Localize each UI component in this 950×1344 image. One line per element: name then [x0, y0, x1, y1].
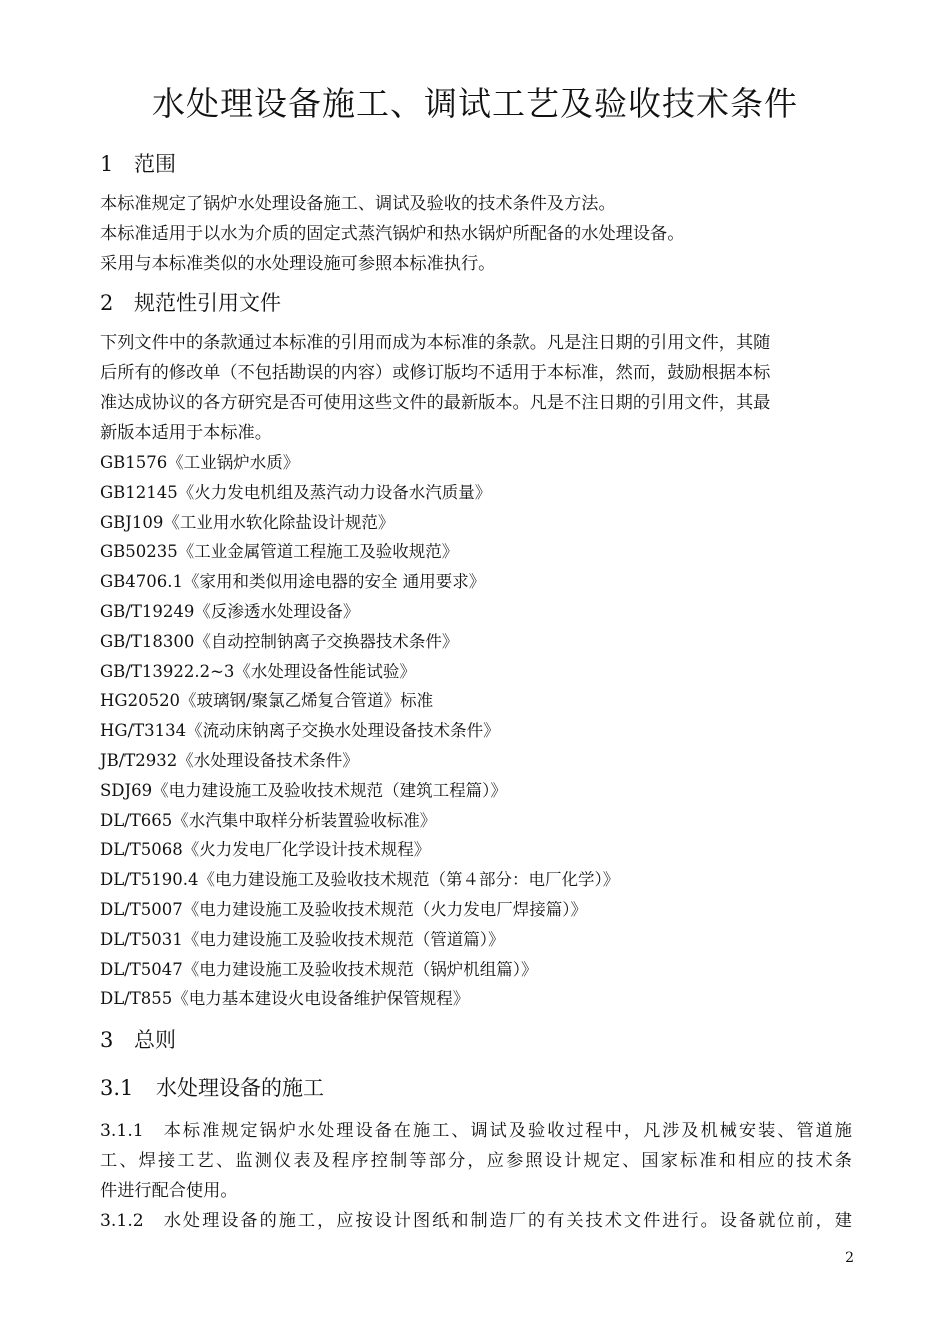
- reference-item: DL/T5190.4《电力建设施工及验收技术规范（第４部分：电厂化学）》: [100, 870, 620, 890]
- reference-item: GB/T19249《反渗透水处理设备》: [100, 601, 360, 621]
- clause-number: 3.1.1: [100, 1121, 144, 1141]
- subsection-title: 水处理设备的施工: [156, 1076, 324, 1100]
- clause-line: 件进行配合使用。: [100, 1181, 238, 1201]
- document-title: 水处理设备施工、调试工艺及验收技术条件: [152, 84, 798, 123]
- clause-3-1-1: [100, 1116, 852, 1206]
- clause-3-1-2: [100, 1206, 852, 1236]
- reference-item: GB1576《工业锅炉水质》: [100, 453, 300, 472]
- reference-item: GB/T18300《自动控制钠离子交换器技术条件》: [100, 631, 459, 651]
- page-number: 2: [845, 1250, 854, 1266]
- reference-item: SDJ69《电力建设施工及验收技术规范（建筑工程篇）》: [100, 780, 507, 800]
- section-title: 总则: [134, 1028, 176, 1052]
- reference-item: DL/T665《水汽集中取样分析装置验收标准》: [100, 810, 437, 830]
- clause-text: 本标准规定锅炉水处理设备在施工、调试及验收过程中，凡涉及机械安装、管道施: [161, 1121, 852, 1141]
- references-intro-line: 下列文件中的条款通过本标准的引用而成为本标准的条款。凡是注日期的引用文件，其随: [100, 333, 771, 353]
- subsection-heading: [100, 1072, 324, 1102]
- clause-line: 工、焊接工艺、监测仪表及程序控制等部分，应参照设计规定、国家标准和相应的技术条: [100, 1151, 852, 1171]
- section-number: 3: [100, 1028, 114, 1052]
- section-title: 规范性引用文件: [134, 291, 281, 315]
- section-heading-scope: [100, 148, 176, 178]
- reference-item: DL/T855《电力基本建设火电设备维护保管规程》: [100, 989, 470, 1009]
- reference-item: GB4706.1《家用和类似用途电器的安全 通用要求》: [100, 572, 486, 592]
- clause-text: 水处理设备的施工，应按设计图纸和制造厂的有关技术文件进行。设备就位前，建: [161, 1211, 852, 1231]
- reference-item: DL/T5047《电力建设施工及验收技术规范（锅炉机组篇）》: [100, 959, 538, 979]
- reference-item: JB/T2932《水处理设备技术条件》: [100, 750, 359, 770]
- reference-item: GBJ109《工业用水软化除盐设计规范》: [100, 512, 395, 532]
- section-number: 2: [100, 291, 114, 315]
- subsection-number: 3.1: [100, 1076, 134, 1100]
- reference-list: [100, 448, 860, 1014]
- references-intro-line: 准达成协议的各方研究是否可使用这些文件的最新版本。凡是不注日期的引用文件，其最: [100, 393, 771, 413]
- reference-item: HG20520《玻璃钢/聚氯乙烯复合管道》标准: [100, 691, 434, 711]
- section-heading-references: [100, 287, 281, 317]
- scope-line: 采用与本标准类似的水处理设施可参照本标准执行。: [100, 254, 496, 274]
- section-heading-general: [100, 1024, 176, 1054]
- clause-number: 3.1.2: [100, 1211, 144, 1231]
- section-title: 范围: [134, 152, 176, 176]
- scope-line: 本标准规定了锅炉水处理设备施工、调试及验收的技术条件及方法。: [100, 194, 616, 214]
- reference-item: DL/T5068《火力发电厂化学设计技术规程》: [100, 840, 431, 860]
- reference-item: GB/T13922.2~3《水处理设备性能试验》: [100, 661, 416, 681]
- references-intro-line: 新版本适用于本标准。: [100, 423, 272, 443]
- reference-item: GB50235《工业金属管道工程施工及验收规范》: [100, 542, 459, 562]
- reference-item: GB12145《火力发电机组及蒸汽动力设备水汽质量》: [100, 482, 492, 502]
- reference-item: DL/T5031《电力建设施工及验收技术规范（管道篇）》: [100, 929, 505, 949]
- scope-line: 本标准适用于以水为介质的固定式蒸汽锅炉和热水锅炉所配备的水处理设备。: [100, 224, 685, 244]
- clause-line: [100, 1116, 852, 1146]
- clause-line: [100, 1206, 852, 1236]
- references-intro-line: 后所有的修改单（不包括勘误的内容）或修订版均不适用于本标准，然而，鼓励根据本标: [100, 363, 771, 383]
- section-number: 1: [100, 152, 114, 176]
- reference-item: DL/T5007《电力建设施工及验收技术规范（火力发电厂焊接篇）》: [100, 899, 587, 919]
- reference-item: HG/T3134《流动床钠离子交换水处理设备技术条件》: [100, 721, 500, 741]
